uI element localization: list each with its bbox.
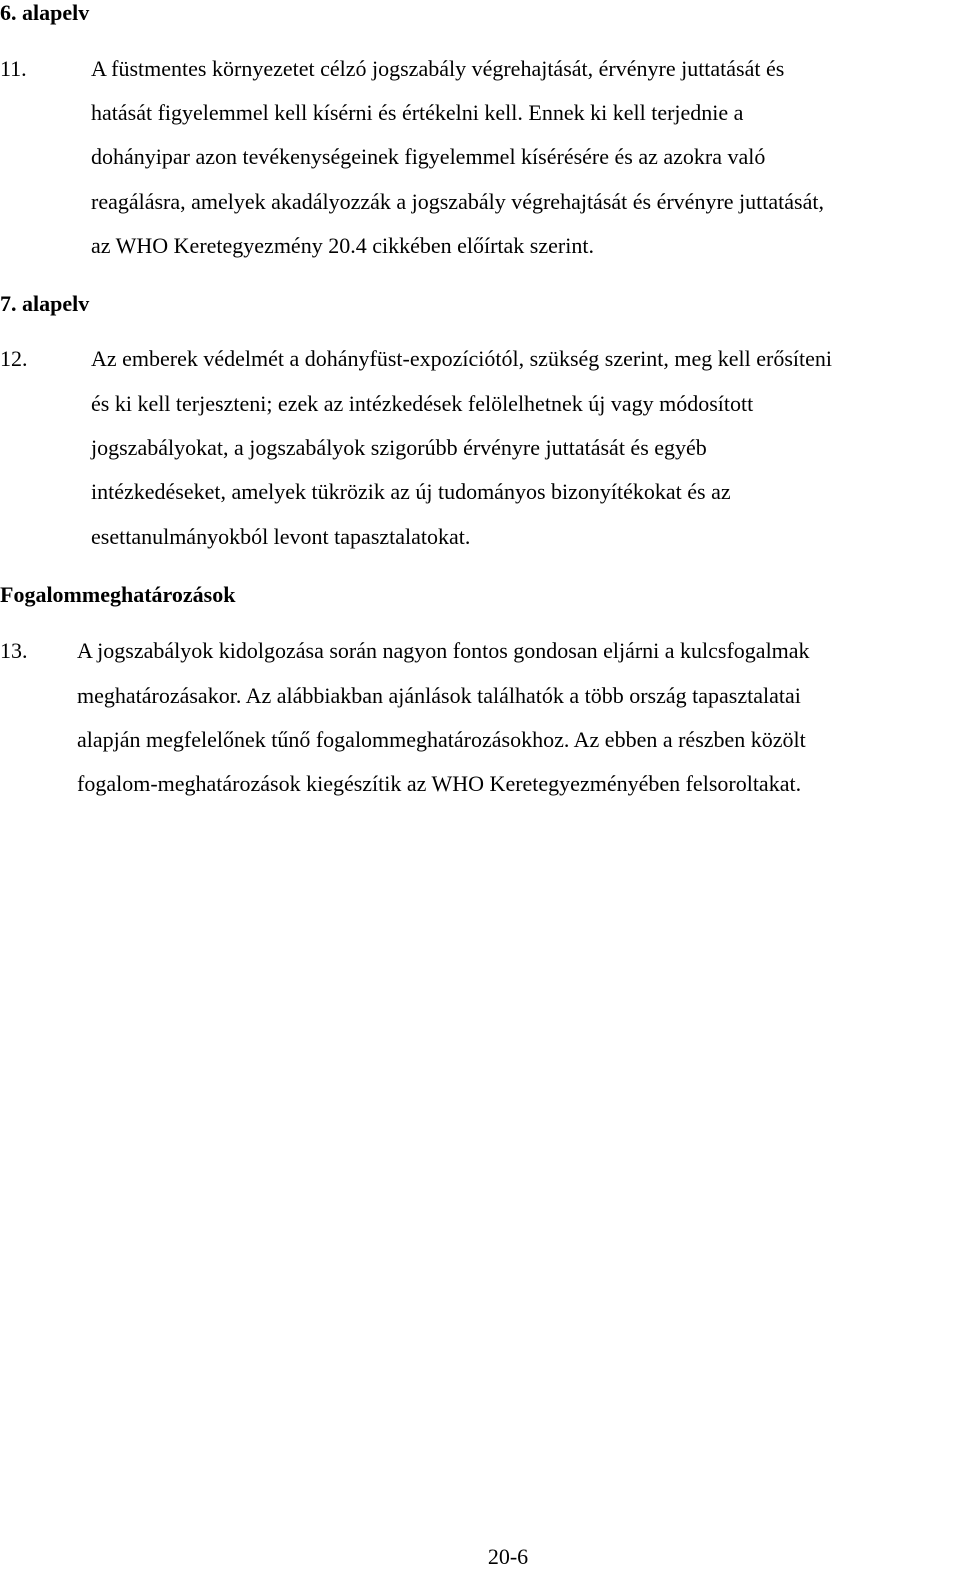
page-number: 20-6 bbox=[487, 1544, 529, 1569]
paragraph-number: 11. bbox=[0, 56, 27, 81]
section-heading-6: 6. alapelv bbox=[0, 0, 90, 25]
paragraph-line: hatását figyelemmel kell kísérni és értékelni kell. Ennek ki kell terjednie a bbox=[91, 100, 744, 125]
paragraph-line: A jogszabályok kidolgozása során nagyon fontos gondosan eljárni a kulcsfogalmak bbox=[77, 638, 810, 663]
paragraph-number: 13. bbox=[0, 638, 28, 663]
paragraph-line: jogszabályokat, a jogszabályok szigorúbb érvényre juttatását és egyéb bbox=[91, 435, 707, 460]
page-footer bbox=[0, 1544, 960, 1570]
paragraph-line: meghatározásakor. Az alábbiakban ajánlások találhatók a több ország tapasztalatai bbox=[77, 683, 801, 708]
section-heading-definitions: Fogalommeghatározások bbox=[0, 582, 236, 607]
paragraph-line: intézkedéseket, amelyek tükrözik az új tudományos bizonyítékokat és az bbox=[91, 479, 731, 504]
section-heading-7: 7. alapelv bbox=[0, 291, 90, 316]
paragraph-line: esettanulmányokból levont tapasztalatokat. bbox=[91, 524, 471, 549]
paragraph-line: reagálásra, amelyek akadályozzák a jogszabály végrehajtását és érvényre juttatását, bbox=[91, 189, 824, 214]
paragraph-line: Az emberek védelmét a dohányfüst-expozíciótól, szükség szerint, meg kell erősíteni bbox=[91, 346, 833, 371]
paragraph-line: az WHO Keretegyezmény 20.4 cikkében előírtak szerint. bbox=[91, 233, 594, 258]
paragraph-line: fogalom-meghatározások kiegészítik az WHO Keretegyezményében felsoroltakat. bbox=[77, 771, 802, 796]
paragraph-line: dohányipar azon tevékenységeinek figyelemmel kísérésére és az azokra való bbox=[91, 144, 766, 169]
paragraph-number: 12. bbox=[0, 346, 28, 371]
paragraph-line: A füstmentes környezetet célzó jogszabály végrehajtását, érvényre juttatását és bbox=[91, 56, 785, 81]
paragraph-line: és ki kell terjeszteni; ezek az intézkedések felölelhetnek új vagy módosított bbox=[91, 391, 754, 416]
paragraph-line: alapján megfelelőnek tűnő fogalommeghatározásokhoz. Az ebben a részben közölt bbox=[77, 727, 806, 752]
